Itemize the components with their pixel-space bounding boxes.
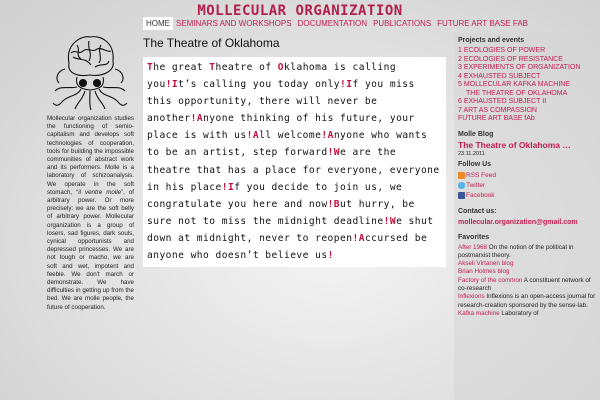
favorite-item [458,260,597,268]
project-link[interactable]: 4 EXHAUSTED SUBJECT [458,72,541,80]
post-cap-letter: A [358,232,365,244]
post-cap-letter: I [227,181,235,193]
left-column [47,33,134,312]
post-cap-letter: W [333,147,341,159]
post-cap-letter: A [252,130,260,142]
nav-item-seminars-and-workshops[interactable]: SEMINARS AND WORKSHOPS [176,19,292,28]
follow-list [458,171,597,201]
contact-heading: Contact us: [458,207,497,215]
project-link[interactable]: 6 EXHAUSTED SUBJECT II [458,98,547,105]
post-text: ccursed be anyone who doesn’t believe us [147,232,428,262]
twitter-icon [458,182,465,189]
post-bang-letter: ! [321,130,328,142]
post-bang-letter: ! [383,215,390,227]
post-cap-letter: T [147,62,154,73]
project-link[interactable]: THE THEATRE OF OKLAHOMA [466,89,568,97]
favorite-item [458,268,597,276]
post-bang-letter: ! [190,113,197,125]
blog-post-date: 23.11.2011 [458,150,485,157]
post-cap-letter: B [333,198,341,210]
post-bang-letter: ! [165,79,172,91]
post-bang-letter: ! [352,232,359,244]
favorite-item [458,277,597,294]
projects-heading: Projects and events [458,37,525,44]
post-cap-letter: O [277,62,285,73]
post-text: f you decide to join us, we congratulate you here and now [147,181,403,210]
contact-email-link[interactable]: mollecular.organization@gmail.com [458,218,578,226]
favorite-link[interactable]: Brian Holmes blog [458,268,510,276]
post-sentence [172,79,346,90]
about-text [47,115,134,312]
about-text-part1: Mollecular organization studies the functioning of semio-capitalism and develops soft technologies of cooperation, tools for building the impossible communities of abstract work and its performers. Molle is a laboratory of schizoanalysis. We operate in the soft stomach, “ [47,115,134,196]
post-bang-letter: ! [246,130,253,142]
post-text: klahoma is calling you [147,62,397,91]
nav-item-future-art-base-fab[interactable]: FUTURE ART BASE FAB [437,19,528,28]
post-sentence [253,130,328,141]
post-text: t’s calling you today only [178,79,341,91]
post-cap-letter: W [389,215,397,227]
main-nav [143,17,531,30]
post-title: The Theatre of Oklahoma [143,36,280,50]
main-content [143,33,446,267]
projects-list [458,47,597,124]
project-link[interactable]: 1 ECOLOGIES OF POWER [458,47,546,54]
post-text: e shut down at midnight, never to reopen [147,215,434,244]
follow-link-facebook[interactable] [458,191,597,201]
favorite-link[interactable]: Akseli Virtanen blog [458,260,514,268]
post-bang-letter: ! [327,198,334,210]
favorite-description: Inflexions is an open-access journal for research-creation sponsored by the sense-lab. [458,293,596,309]
brain-tentacle-logo-icon [47,33,133,111]
post-text: ut hurry, be sure not to miss the midnight deadline [147,198,415,227]
favorite-description: On the notion of the political in postmarxist theory. [458,243,574,259]
project-link[interactable]: 3 EXPERIMENTS OF ORGANIZATION [458,64,581,71]
favorites-list [458,244,597,319]
post-text: nyone thinking of his future, your place is with us [147,113,415,142]
favorite-link[interactable]: Factory of the common [458,276,523,284]
post-cap-letter: T [209,62,216,73]
post-bang-letter: ! [327,250,334,262]
post-bang-letter: ! [327,147,334,159]
project-link[interactable]: 2 ECOLOGIES OF RESISTANCE [458,55,563,63]
post-text: e are the theatre that has a place for everyone, everyone in his place [147,147,440,193]
sidebar [454,33,600,400]
follow-link-rss-feed[interactable] [458,171,597,181]
favorites-heading: Favorites [458,233,490,241]
blog-heading: Molle Blog [458,130,494,138]
post-text: f you miss this opportunity, there will never be another [147,79,415,125]
post-cap-letter: I [346,79,353,91]
post-text: he great [153,62,210,73]
post-cap-letter: A [327,130,334,142]
nav-item-documentation[interactable]: DOCUMENTATION [297,19,368,28]
favorite-item [458,310,597,318]
facebook-icon [458,192,465,199]
post-body [143,57,446,267]
project-link[interactable]: 5 MOLLECULAR KAFKA MACHINE [458,81,571,88]
about-text-part2: ”, of arbitrary power. Or more precisely: we are the soft belly of arbitrary power. Mollecular organization is a group of losers, sad figures, dark souls, cynical opportunists and depressed princesses. We are not tough or macho, we are soft and wet, impotent and feeble. We don't march or demonstrate. We have difficulties in getting up from the bed. We are molle people, the future of cooperation. [47,188,134,311]
post-text: ll welcome [259,130,322,142]
follow-label: RSS Feed [466,171,496,179]
favorite-item [458,244,597,261]
post-text: nyone who wants to be an artist, step forward [147,130,428,159]
favorite-link[interactable]: Kafka machine [458,309,500,317]
post-bang-letter: ! [340,79,347,91]
nav-item-publications[interactable]: PUBLICATIONS [373,19,432,28]
post-text: heatre of [215,62,278,73]
post-cap-letter: A [196,113,204,125]
favorite-link[interactable]: After 1968 [458,243,488,251]
follow-label: Facebook [466,191,495,199]
site-logo-text[interactable]: MOLLECULAR ORGANIZATION [197,3,403,19]
nav-item-home[interactable]: HOME [143,17,173,30]
favorite-item [458,293,597,310]
blog-post-link[interactable]: The Theatre of Oklahoma … [458,139,571,150]
favorite-link[interactable]: Inflexions [458,293,485,301]
project-link[interactable]: 7 ART AS COMPASSION [458,106,537,114]
post-bang-letter: ! [221,181,228,193]
favorite-description: Laboratory of [499,309,539,317]
follow-label: Twitter [466,181,486,189]
project-link[interactable]: FUTURE ART BASE fAb [458,115,535,122]
post-cap-letter: I [171,79,179,91]
about-text-italic: il ventre molle [78,188,122,196]
site-logo[interactable] [0,0,600,19]
follow-link-twitter[interactable] [458,181,597,191]
favorite-description: A constituent network of co-research [458,276,591,292]
rss-icon [458,172,465,179]
follow-heading: Follow Us [458,160,492,168]
